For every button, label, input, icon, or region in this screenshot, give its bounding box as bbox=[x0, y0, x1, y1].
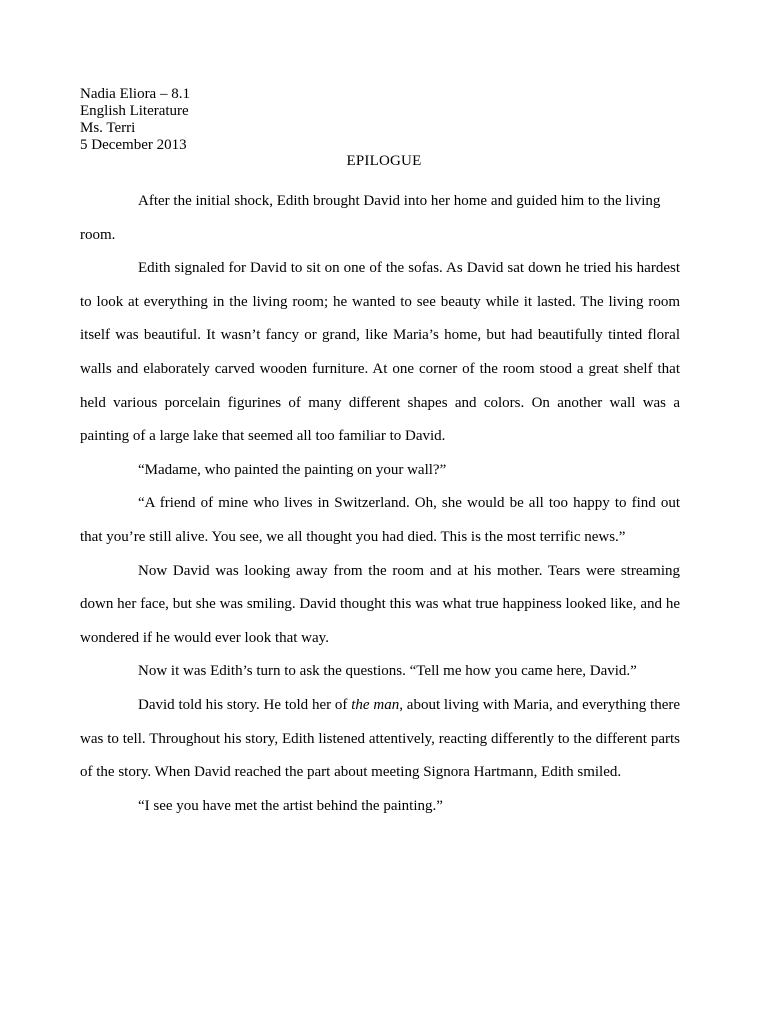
author-line: Nadia Eliora – 8.1 bbox=[80, 86, 190, 102]
paragraph-7-end: , about living with Maria, and everything there was to tell. Throughout his story, Edith listened attentively, reacting differently to the different parts of the story. When David reached the part about meeting Signora Hartmann, Edith smiled. bbox=[80, 696, 681, 781]
page-title: EPILOGUE bbox=[346, 153, 422, 169]
paragraph-6: Now it was Edith’s turn to ask the questions. “Tell me how you came here, David.” bbox=[138, 663, 637, 680]
essay-body bbox=[80, 185, 680, 823]
paragraph-7-start: David told his story. He told her of bbox=[138, 696, 352, 713]
paragraph-2: Edith signaled for David to sit on one of the sofas. As David sat down he tried his hardest to look at everything in the living room; he wanted to see beauty while it lasted. The living room itself was beautiful. It wasn’t fancy or grand, like Maria’s home, but had beautifully tinted floral walls and elaborately carved wooden furniture. At one corner of the room stood a great shelf that held various porcelain figurines of many different shapes and colors. On another wall was a painting of a large lake that seemed all too familiar to David. bbox=[80, 260, 680, 445]
essay-header bbox=[80, 86, 480, 154]
course-line: English Literature bbox=[80, 103, 189, 119]
paragraph-8: “I see you have met the artist behind the painting.” bbox=[138, 797, 443, 814]
paragraph-4: “A friend of mine who lives in Switzerland. Oh, she would be all too happy to find out that you’re still alive. You see, we all thought you had died. This is the most terrific news.” bbox=[80, 495, 680, 545]
teacher-line: Ms. Terri bbox=[80, 120, 136, 136]
paragraph-5: Now David was looking away from the room and at his mother. Tears were streaming down her face, but she was smiling. David thought this was what true happiness looked like, and he wondered if he would ever look that way. bbox=[80, 562, 680, 646]
date-line: 5 December 2013 bbox=[80, 137, 187, 153]
paragraph-1: After the initial shock, Edith brought David into her home and guided him to the living room. bbox=[80, 193, 661, 243]
paragraph-7-italic: the man bbox=[351, 696, 400, 713]
paragraph-7 bbox=[80, 689, 680, 790]
paragraph-3: “Madame, who painted the painting on your wall?” bbox=[138, 461, 447, 478]
